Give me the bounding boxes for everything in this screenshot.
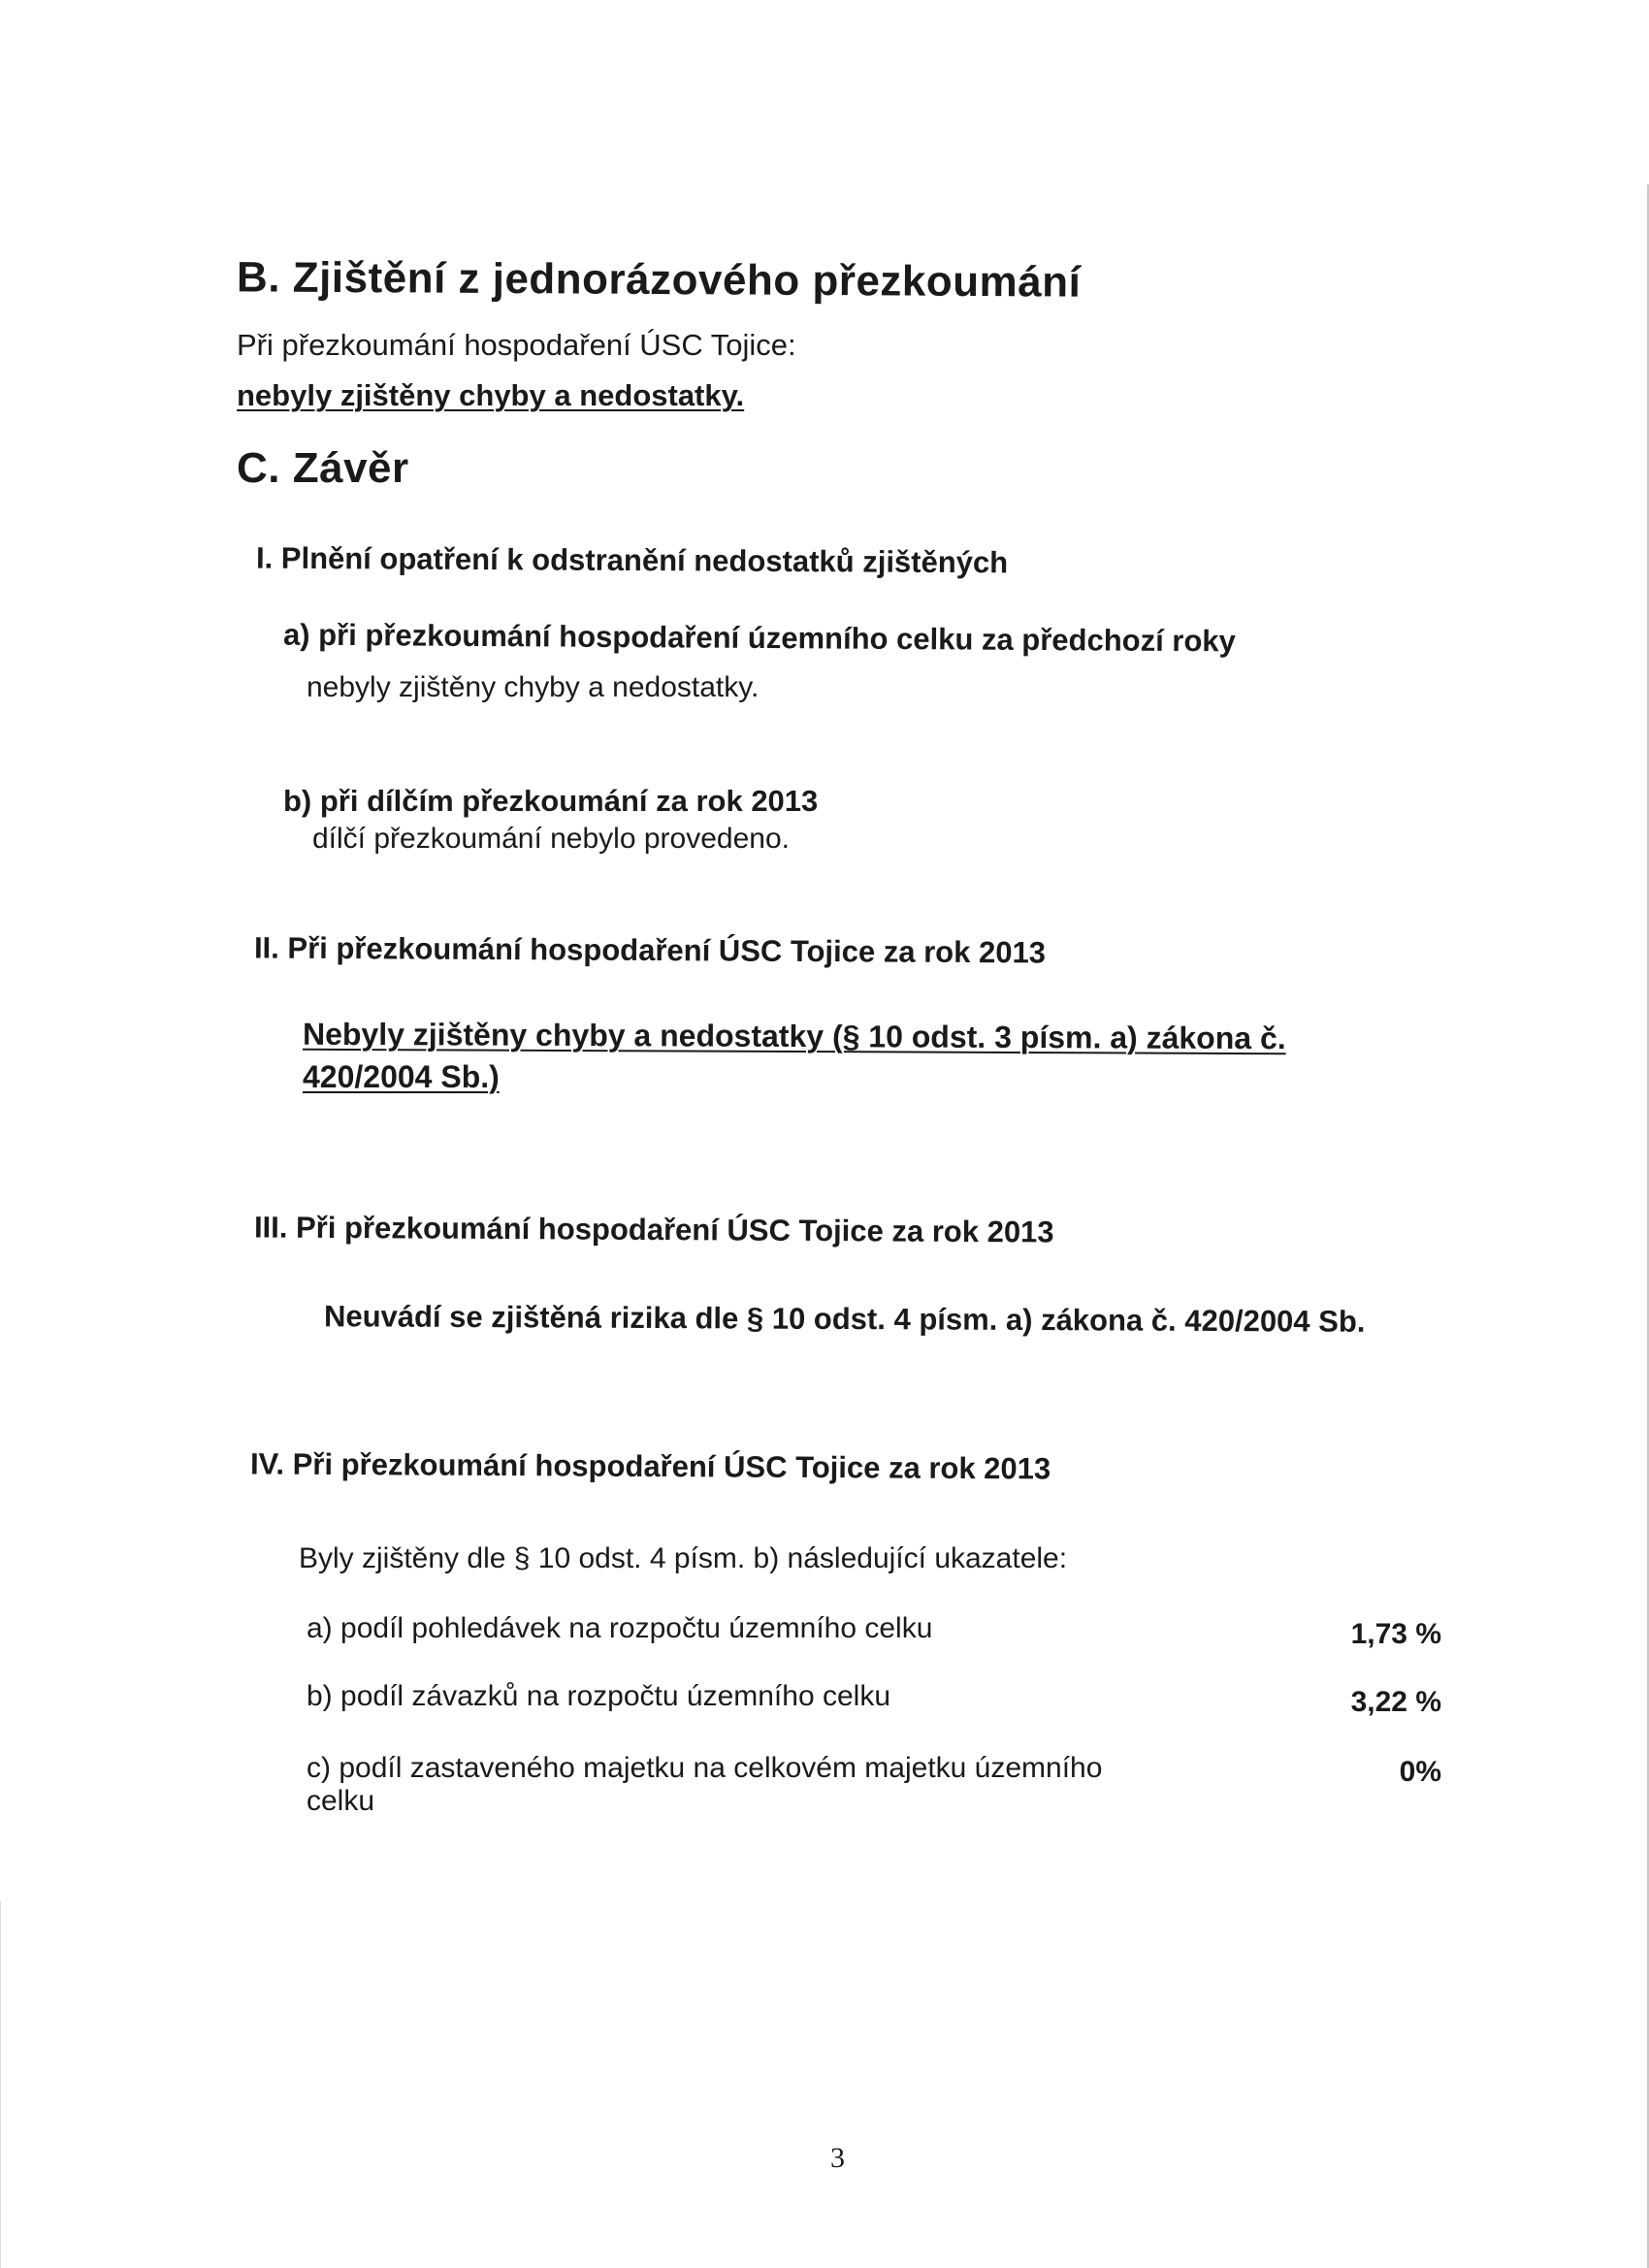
indicator-value: 1,73 % <box>1350 1618 1441 1650</box>
part-i-b-heading: b) při dílčím přezkoumání za rok 2013 <box>283 784 819 818</box>
part-i-b-text: dílčí přezkoumání nebylo provedeno. <box>312 823 790 855</box>
section-b-intro: Při přezkoumání hospodaření ÚSC Tojice: <box>237 328 796 362</box>
part-ii-text-line2: 420/2004 Sb.) <box>303 1059 500 1094</box>
part-iii-text: Neuvádí se zjištěná rizika dle § 10 odst. 4 písm. a) zákona č. 420/2004 Sb. <box>323 1299 1366 1339</box>
section-b-title: B. Zjištění z jednorázového přezkoumání <box>236 253 1082 307</box>
indicator-value: 3,22 % <box>1350 1686 1441 1718</box>
part-iii-heading: III. Při přezkoumání hospodaření ÚSC Tojice za rok 2013 <box>253 1210 1054 1249</box>
part-iv-heading: IV. Při přezkoumání hospodaření ÚSC Tojice za rok 2013 <box>249 1446 1051 1486</box>
indicator-value: 0% <box>1399 1756 1441 1788</box>
part-i-a-heading: a) při přezkoumání hospodaření územního celku za předchozí roky <box>282 617 1236 659</box>
indicator-label: b) podíl závazků na rozpočtu územního celku <box>307 1680 891 1712</box>
page-number: 3 <box>830 2142 845 2174</box>
section-b-finding: nebyly zjištěny chyby a nedostatky. <box>237 378 745 412</box>
indicator-label: c) podíl zastaveného majetku na celkovém majetku územního <box>307 1752 1103 1784</box>
part-ii-heading: II. Při přezkoumání hospodaření ÚSC Tojice za rok 2013 <box>253 930 1047 970</box>
indicator-label: a) podíl pohledávek na rozpočtu územního celku <box>307 1612 933 1644</box>
section-c-title: C. Závěr <box>237 444 409 492</box>
part-ii-text-line1: Nebyly zjištěny chyby a nedostatky (§ 10 odst. 3 písm. a) zákona č. <box>302 1016 1286 1056</box>
scan-edge-line-left <box>0 1901 1 2268</box>
indicator-label-cont: celku <box>307 1785 375 1817</box>
part-iv-intro: Byly zjištěny dle § 10 odst. 4 písm. b) následující ukazatele: <box>299 1542 1068 1574</box>
part-i-a-text: nebyly zjištěny chyby a nedostatky. <box>307 671 760 703</box>
part-i-heading: I. Plnění opatření k odstranění nedostatků zjištěných <box>255 540 1009 580</box>
